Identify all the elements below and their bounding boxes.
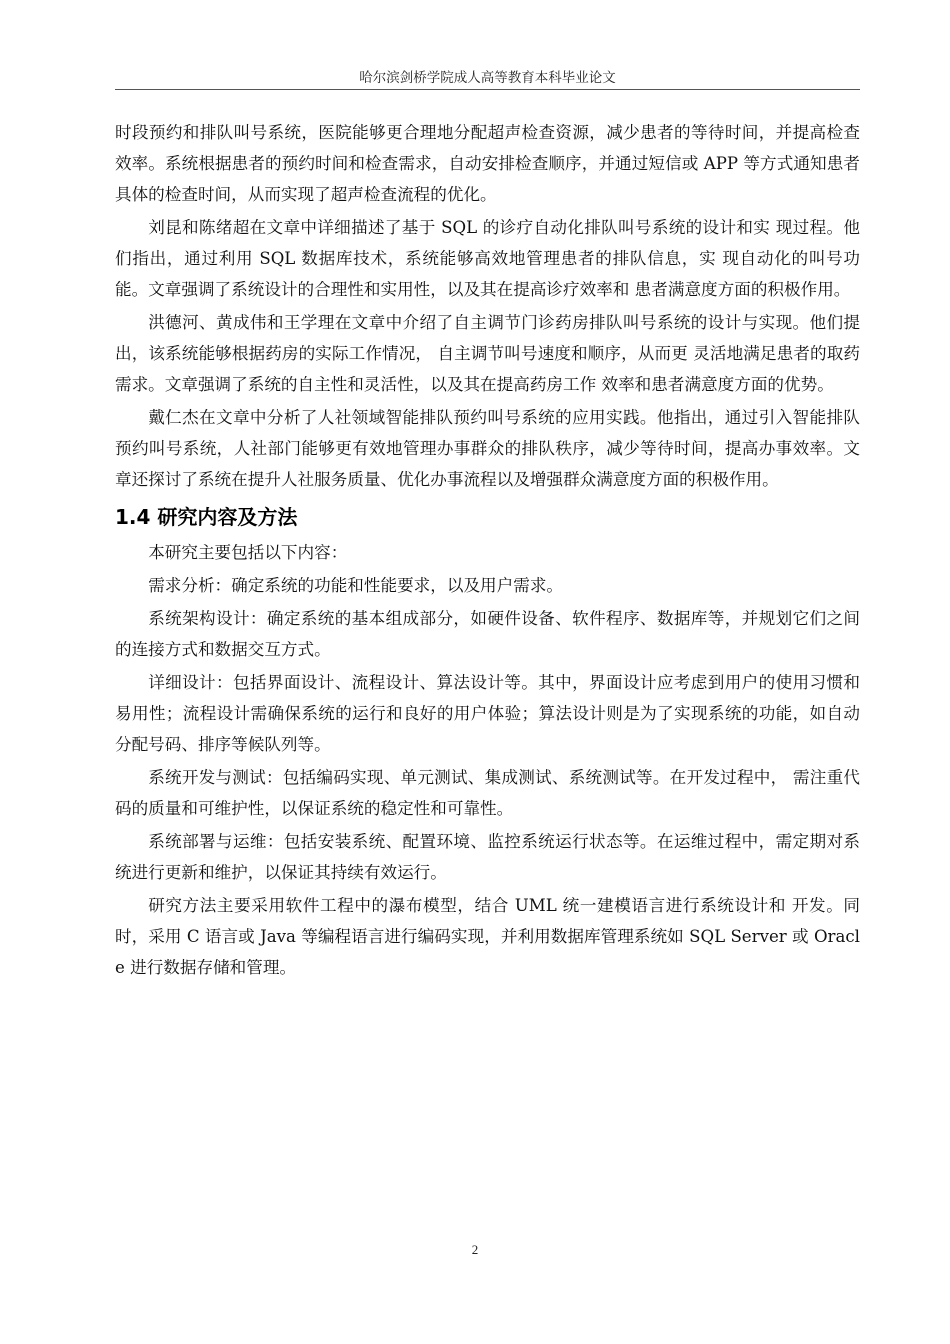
section-paragraph: 详细设计：包括界面设计、流程设计、算法设计等。其中，界面设计应考虑到用户的使用习惯和易用性；流程设计需确保系统的运行和良好的用户体验；算法设计则是为了实现系统的功能，如自动分配号码、排序等候队列等。: [115, 673, 860, 754]
section-paragraph: 系统部署与运维：包括安装系统、配置环境、监控系统运行状态等。在运维过程中，需定期对系统进行更新和维护，以保证其持续有效运行。: [115, 832, 860, 882]
section-paragraph: 本研究主要包括以下内容：: [148, 543, 348, 562]
body-text: [115, 117, 860, 985]
section-paragraph: 系统架构设计：确定系统的基本组成部分，如硬件设备、软件程序、数据库等，并规划它们之间的连接方式和数据交互方式。: [115, 609, 860, 659]
section-heading: 1.4 研究内容及方法: [115, 505, 298, 529]
header-rule: [115, 89, 860, 90]
body-paragraph-continued: 时段预约和排队叫号系统，医院能够更合理地分配超声检查资源，减少患者的等待时间，并提高检查效率。系统根据患者的预约时间和检查需求，自动安排检查顺序，并通过短信或 APP 等方式通知患者具体的检查时间，从而实现了超声检查流程的优化。: [115, 123, 860, 204]
body-paragraph: 戴仁杰在文章中分析了人社领域智能排队预约叫号系统的应用实践。他指出，通过引入智能排队预约叫号系统，人社部门能够更有效地管理办事群众的排队秩序，减少等待时间，提高办事效率。文章还探讨了系统在提升人社服务质量、优化办事流程以及增强群众满意度方面的积极作用。: [115, 408, 860, 489]
body-paragraph: 洪德河、黄成伟和王学理在文章中介绍了自主调节门诊药房排队叫号系统的设计与实现。他们提出，该系统能够根据药房的实际工作情况， 自主调节叫号速度和顺序，从而更 灵活地满足患者的取药需求。文章强调了系统的自主性和灵活性，以及其在提高药房工作 效率和患者满意度方面的优势。: [115, 313, 860, 394]
section-paragraph: 需求分析：确定系统的功能和性能要求，以及用户需求。: [148, 576, 564, 595]
body-paragraph: 刘昆和陈绪超在文章中详细描述了基于 SQL 的诊疗自动化排队叫号系统的设计和实 现过程。他们指出，通过利用 SQL 数据库技术，系统能够高效地管理患者的排队信息，实 现自动化的叫号功能。文章强调了系统设计的合理性和实用性，以及其在提高诊疗效率和 患者满意度方面的积极作用。: [115, 218, 860, 299]
section-paragraph: 研究方法主要采用软件工程中的瀑布模型，结合 UML 统一建模语言进行系统设计和 开发。同时，采用 C 语言或 Java 等编程语言进行编码实现，并利用数据库管理系统如 SQL Server 或 Oracle 进行数据存储和管理。: [115, 896, 860, 977]
page-number: 2: [471, 1242, 479, 1257]
section-paragraph: 系统开发与测试：包括编码实现、单元测试、集成测试、系统测试等。在开发过程中， 需注重代码的质量和可维护性，以保证系统的稳定性和可靠性。: [115, 768, 860, 818]
running-header: 哈尔滨剑桥学院成人高等教育本科毕业论文: [359, 70, 616, 86]
